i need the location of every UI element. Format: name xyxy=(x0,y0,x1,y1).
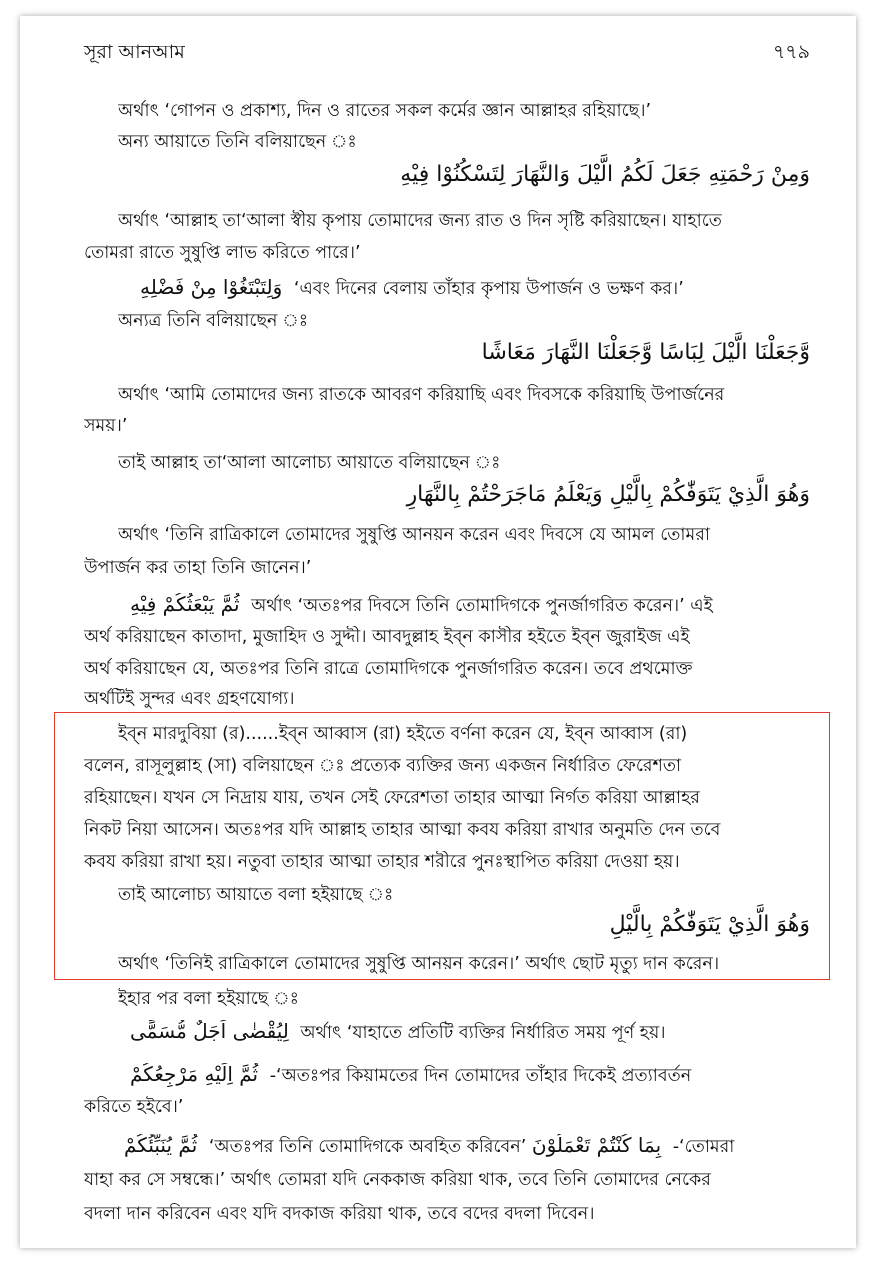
text-line: বলেন, রাসূলুল্লাহ (সা) বলিয়াছেন ঃ প্রত্যেক ব্যক্তির জন্য একজন নির্ধারিত ফেরেশতা xyxy=(84,756,682,776)
text-line: অর্থ করিয়াছেন কাতাদা, মুজাহিদ ও সুদ্দী। আবদুল্লাহ ইব্ন কাসীর হইতে ইব্ন জুরাইজ এই xyxy=(84,627,690,647)
text-line: করিতে হইবে।’ xyxy=(84,1097,184,1117)
text-line: রহিয়াছেন। যখন সে নিদ্রায় যায়, তখন সেই ফেরেশতা তাহার আত্মা নির্গত করিয়া আল্লাহর xyxy=(84,788,700,808)
text-line-mixed xyxy=(130,593,810,617)
text-segment: -‘তোমরা xyxy=(672,1137,735,1157)
text-line: অন্যত্র তিনি বলিয়াছেন ঃ xyxy=(118,311,309,331)
text-line: বদলা দান করিবেন এবং যদি বদকাজ করিয়া থাক, তবে বদের বদলা দিবেন। xyxy=(84,1204,595,1224)
arabic-inline: ثُمَّ اِلَيْهِ مَرْجِعُكُمْ xyxy=(130,1063,259,1086)
arabic-inline: لِيُقْضٰى اَجَلٌ مُّسَمًّى xyxy=(130,1020,289,1043)
text-line: সময়।’ xyxy=(84,416,128,436)
text-line: ইহার পর বলা হইয়াছে ঃ xyxy=(118,989,299,1009)
text-line: ইব্ন মারদুবিয়া (র)......ইব্ন আব্বাস (রা) হইতে বর্ণনা করেন যে, ইব্ন আব্বাস (রা) xyxy=(118,724,688,744)
text-line: তাই আলোচ্য আয়াতে বলা হইয়াছে ঃ xyxy=(118,885,394,905)
text-line: অর্থাৎ ‘তিনি রাত্রিকালে তোমাদের সুষুপ্তি আনয়ন করেন এবং দিবসে যে আমল তোমরা xyxy=(118,525,710,545)
text-line-mixed xyxy=(124,1134,810,1158)
surah-title: সূরা আনআম xyxy=(84,41,185,63)
text-line: অর্থাৎ ‘গোপন ও প্রকাশ্য, দিন ও রাতের সকল কর্মের জ্ঞান আল্লাহর রহিয়াছে।’ xyxy=(118,101,652,121)
text-segment: -‘অতঃপর কিয়ামতের দিন তোমাদের তাঁহার দিকেই প্রত্যাবর্তন xyxy=(269,1066,692,1086)
text-line-mixed xyxy=(130,1020,810,1044)
text-line: যাহা কর সে সম্বন্ধে।’ অর্থাৎ তোমরা যদি নেককাজ করিয়া থাক, তবে তিনি তোমাদের নেকের xyxy=(84,1170,711,1190)
text-line: তাই আল্লাহ তা‘আলা আলোচ্য আয়াতে বলিয়াছেন ঃ xyxy=(118,453,501,473)
page-header xyxy=(84,38,810,68)
text-line: অর্থ করিয়াছেন যে, অতঃপর তিনি রাত্রে তোমাদিগকে পুনর্জাগরিত করেন। তবে প্রথমোক্ত xyxy=(84,659,693,679)
text-line: অর্থাৎ ‘তিনিই রাত্রিকালে তোমাদের সুষুপ্তি আনয়ন করেন।’ অর্থাৎ ছোট মৃত্যু দান করেন। xyxy=(118,954,720,974)
arabic-verse: وَهُوَ الَّذِيْ يَتَوَفّٰكُمْ بِالَّيْلِ xyxy=(609,912,810,937)
text-line: নিকট নিয়া আসেন। অতঃপর যদি আল্লাহ তাহার আত্মা কবয করিয়া রাখার অনুমতি দেন তবে xyxy=(84,820,721,840)
arabic-inline: ثُمَّ يُنَبِّئُكُمْ xyxy=(124,1134,198,1157)
text-segment: ‘এবং দিনের বেলায় তাঁহার কৃপায় উপার্জন ও ভক্ষণ কর।’ xyxy=(293,279,684,299)
arabic-verse: وَّجَعَلْنَا الَّيْلَ لِبَاسًا وَّجَعَلْنَا النَّهَارَ مَعَاشًا xyxy=(481,340,810,365)
page-number: ৭৭৯ xyxy=(772,41,810,63)
arabic-inline: وَلِتَبْتَغُوْا مِنْ فَضْلِهِ xyxy=(140,276,283,299)
text-line: অর্থাৎ ‘আমি তোমাদের জন্য রাতকে আবরণ করিয়াছি এবং দিবসকে করিয়াছি উপার্জনের xyxy=(118,385,725,405)
arabic-inline: بِمَا كُنْتُمْ تَعْمَلُوْنَ xyxy=(531,1134,662,1157)
arabic-inline: ثُمَّ يَبْعَثُكُمْ فِيْهِ xyxy=(130,593,240,616)
text-line-mixed xyxy=(140,276,810,300)
text-line: তোমরা রাতে সুষুপ্তি লাভ করিতে পারে।’ xyxy=(84,243,361,263)
text-segment: অর্থাৎ ‘অতঃপর দিবসে তিনি তোমাদিগকে পুনর্জাগরিত করেন।’ এই xyxy=(251,596,713,616)
text-line: অর্থটিই সুন্দর এবং গ্রহণযোগ্য। xyxy=(84,689,295,709)
text-segment: অর্থাৎ ‘যাহাতে প্রতিটি ব্যক্তির নির্ধারিত সময় পূর্ণ হয়। xyxy=(300,1023,666,1043)
text-segment: ‘অতঃপর তিনি তোমাদিগকে অবহিত করিবেন’ xyxy=(208,1137,527,1157)
text-line: উপার্জন কর তাহা তিনি জানেন।’ xyxy=(84,558,312,578)
text-line: অন্য আয়াতে তিনি বলিয়াছেন ঃ xyxy=(118,132,357,152)
text-line-mixed xyxy=(130,1063,810,1087)
text-line: কবয করিয়া রাখা হয়। নতুবা তাহার আত্মা তাহার শরীরে পুনঃস্থাপিত করিয়া দেওয়া হয়। xyxy=(84,852,680,872)
arabic-verse: وَمِنْ رَحْمَتِهِ جَعَلَ لَكُمُ الَّيْلَ وَالنَّهَارَ لِتَسْكُنُوْا فِيْهِ xyxy=(400,162,810,187)
text-line: অর্থাৎ ‘আল্লাহ তা‘আলা স্বীয় কৃপায় তোমাদের জন্য রাত ও দিন সৃষ্টি করিয়াছেন। যাহাতে xyxy=(118,211,722,231)
arabic-verse: وَهُوَ الَّذِيْ يَتَوَفّٰكُمْ بِالَّيْلِ وَيَعْلَمُ مَاجَرَحْتُمْ بِالنَّهَارِ xyxy=(406,482,810,507)
